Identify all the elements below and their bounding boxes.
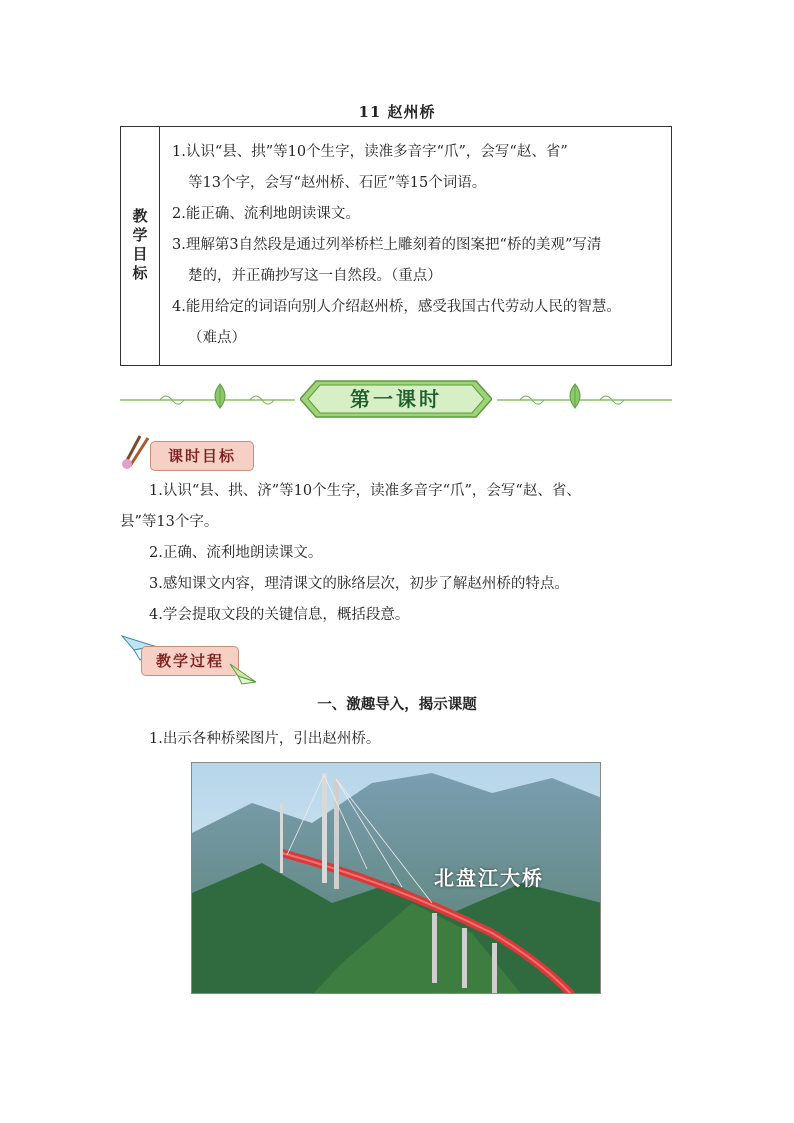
leaf-icon [215, 384, 225, 408]
goals-body-cell [160, 127, 671, 365]
goal-item-4: 4.能用给定的词语向别人介绍赵州桥，感受我国古代劳动人民的智慧。 [172, 299, 621, 315]
objective-3: 3.感知课文内容，理清课文的脉络层次，初步了解赵州桥的特点。 [149, 576, 569, 592]
goals-header-cell [121, 127, 160, 365]
objective-1-cont: 县”等13个字。 [120, 514, 219, 530]
page-title: 11 赵州桥 [358, 103, 436, 121]
objective-4: 4.学会提取文段的关键信息，概括段意。 [149, 607, 410, 623]
photo-caption: 北盘江大桥 [434, 866, 544, 890]
teaching-goals-table [120, 126, 672, 366]
objective-2: 2.正确、流利地朗读课文。 [149, 545, 323, 561]
objectives-list [120, 476, 672, 631]
process-badge: 教学过程 [141, 646, 239, 676]
brush-icon [118, 432, 154, 470]
goal-item-3-cont: 楚的，并正确抄写这一自然段。（重点） [188, 268, 442, 284]
step-1-text: 1.出示各种桥梁图片，引出赵州桥。 [149, 731, 381, 747]
goal-item-3: 3.理解第3自然段是通过列举桥栏上雕刻着的图案把“桥的美观”写清 [172, 237, 602, 253]
goal-item-1-cont: 等13个字，会写“赵州桥、石匠”等15个词语。 [188, 175, 487, 191]
section-heading: 一、激趣导入，揭示课题 [317, 696, 477, 713]
goal-item-4-cont: （难点） [188, 330, 246, 346]
objectives-badge: 课时目标 [150, 441, 254, 471]
goal-item-1: 1.认识“县、拱”等10个生字，读准多音字“爪”，会写“赵、省” [172, 144, 568, 160]
paper-plane-icon [228, 662, 258, 686]
leaf-icon [570, 384, 580, 408]
goal-item-2: 2.能正确、流利地朗读课文。 [172, 206, 360, 222]
objective-1: 1.认识“县、拱、济”等10个生字，读准多音字“爪”，会写“赵、省、 [149, 483, 581, 499]
goals-header: 教学目标 [130, 208, 149, 284]
lesson-banner: 第一课时 [350, 387, 442, 411]
